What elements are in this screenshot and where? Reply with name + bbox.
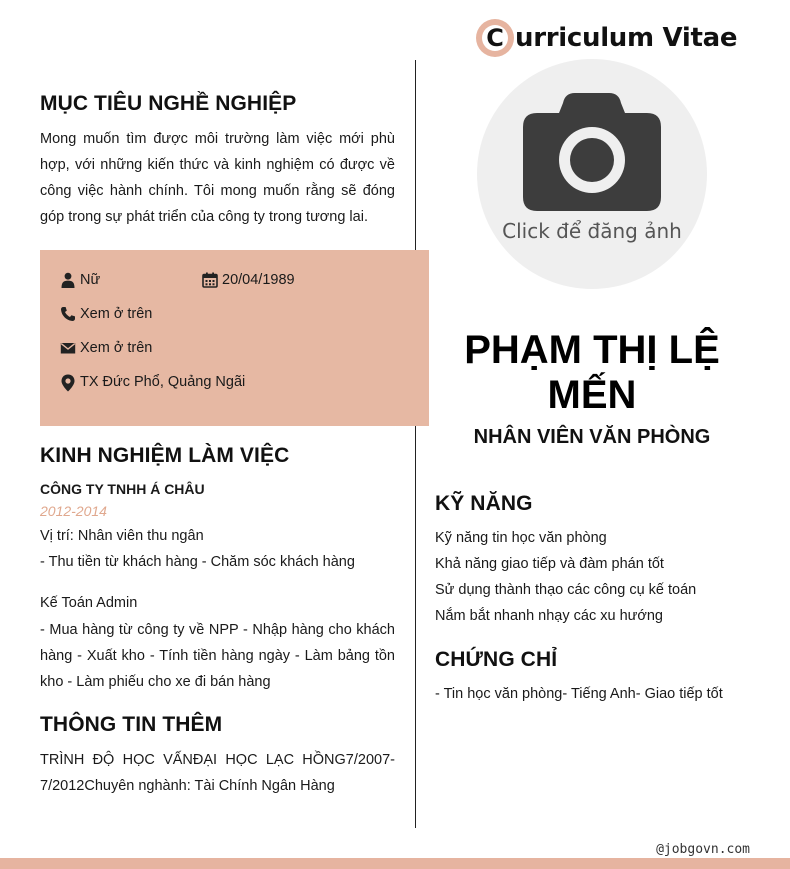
skill-item[interactable]: Kỹ năng tin học văn phòng xyxy=(435,530,607,546)
experience-heading: KINH NGHIỆM LÀM VIỆC xyxy=(40,444,290,467)
objective-text[interactable]: Mong muốn tìm được môi trường làm việc mới phù hợp, với những kiến thức và kinh nghiệm có được về công việc hành chính. Tôi mong muốn rằng sẽ đóng góp trong sự phát triển của công ty trong tương lai. xyxy=(40,131,395,225)
footer-credit: @jobgovn.com xyxy=(656,842,750,857)
phone-row xyxy=(60,306,152,322)
additional-info-heading: THÔNG TIN THÊM xyxy=(40,713,223,736)
user-icon xyxy=(60,272,76,288)
mail-icon xyxy=(60,340,76,356)
email-row xyxy=(60,340,152,356)
camera-icon xyxy=(523,93,661,218)
gender-row xyxy=(60,272,100,288)
logo-letter: C xyxy=(482,25,508,51)
additional-info-text[interactable]: TRÌNH ĐỘ HỌC VẤNĐẠI HỌC LẠC HỒNG7/2007-7/2012Chuyên nghành: Tài Chính Ngân Hàng xyxy=(40,752,395,794)
bottom-accent-bar xyxy=(0,858,790,869)
job-duties-2[interactable]: - Mua hàng từ công ty về NPP - Nhập hàng cho khách hàng - Xuất kho - Tính tiền hàng ngày - Làm bảng tồn kho - Làm phiếu cho xe đi bán hàng xyxy=(40,622,395,690)
gender-value[interactable]: Nữ xyxy=(80,272,101,288)
birthdate-value[interactable]: 20/04/1989 xyxy=(222,272,295,288)
address-value[interactable]: TX Đức Phổ, Quảng Ngãi xyxy=(80,374,246,390)
birthdate-row xyxy=(202,272,295,288)
column-divider xyxy=(415,60,416,828)
phone-value[interactable]: Xem ở trên xyxy=(80,306,153,322)
skill-item[interactable]: Khả năng giao tiếp và đàm phán tốt xyxy=(435,556,664,572)
certificates-heading: CHỨNG CHỈ xyxy=(435,648,558,671)
calendar-icon xyxy=(202,272,218,288)
photo-caption: Click để đăng ảnh xyxy=(502,219,682,243)
address-row xyxy=(60,374,245,390)
objective-heading: MỤC TIÊU NGHỀ NGHIỆP xyxy=(40,92,297,115)
job-title[interactable]: NHÂN VIÊN VĂN PHÒNG xyxy=(473,426,711,448)
job-role-2[interactable]: Kế Toán Admin xyxy=(40,595,138,611)
company-name[interactable]: CÔNG TY TNHH Á CHÂU xyxy=(40,481,205,497)
photo-upload[interactable] xyxy=(477,59,707,289)
job-duties-1[interactable]: - Thu tiền từ khách hàng - Chăm sóc khách hàng xyxy=(40,554,355,570)
full-name[interactable]: PHẠM THỊ LỆ MẾN xyxy=(464,328,720,417)
work-period[interactable]: 2012-2014 xyxy=(40,503,107,519)
skill-item[interactable]: Nắm bắt nhanh nhạy các xu hướng xyxy=(435,608,663,624)
skills-heading: KỸ NĂNG xyxy=(435,492,533,515)
logo-text: urriculum Vitae xyxy=(515,23,738,53)
email-value[interactable]: Xem ở trên xyxy=(80,340,153,356)
logo-circle xyxy=(476,19,514,57)
phone-icon xyxy=(60,306,76,322)
job-position[interactable]: Vị trí: Nhân viên thu ngân xyxy=(40,528,204,544)
personal-info-box xyxy=(40,250,429,426)
skill-item[interactable]: Sử dụng thành thạo các công cụ kế toán xyxy=(435,582,697,598)
cv-logo xyxy=(476,16,737,60)
location-icon xyxy=(60,374,76,390)
certificates-text[interactable]: - Tin học văn phòng- Tiếng Anh- Giao tiếp tốt xyxy=(435,686,723,702)
